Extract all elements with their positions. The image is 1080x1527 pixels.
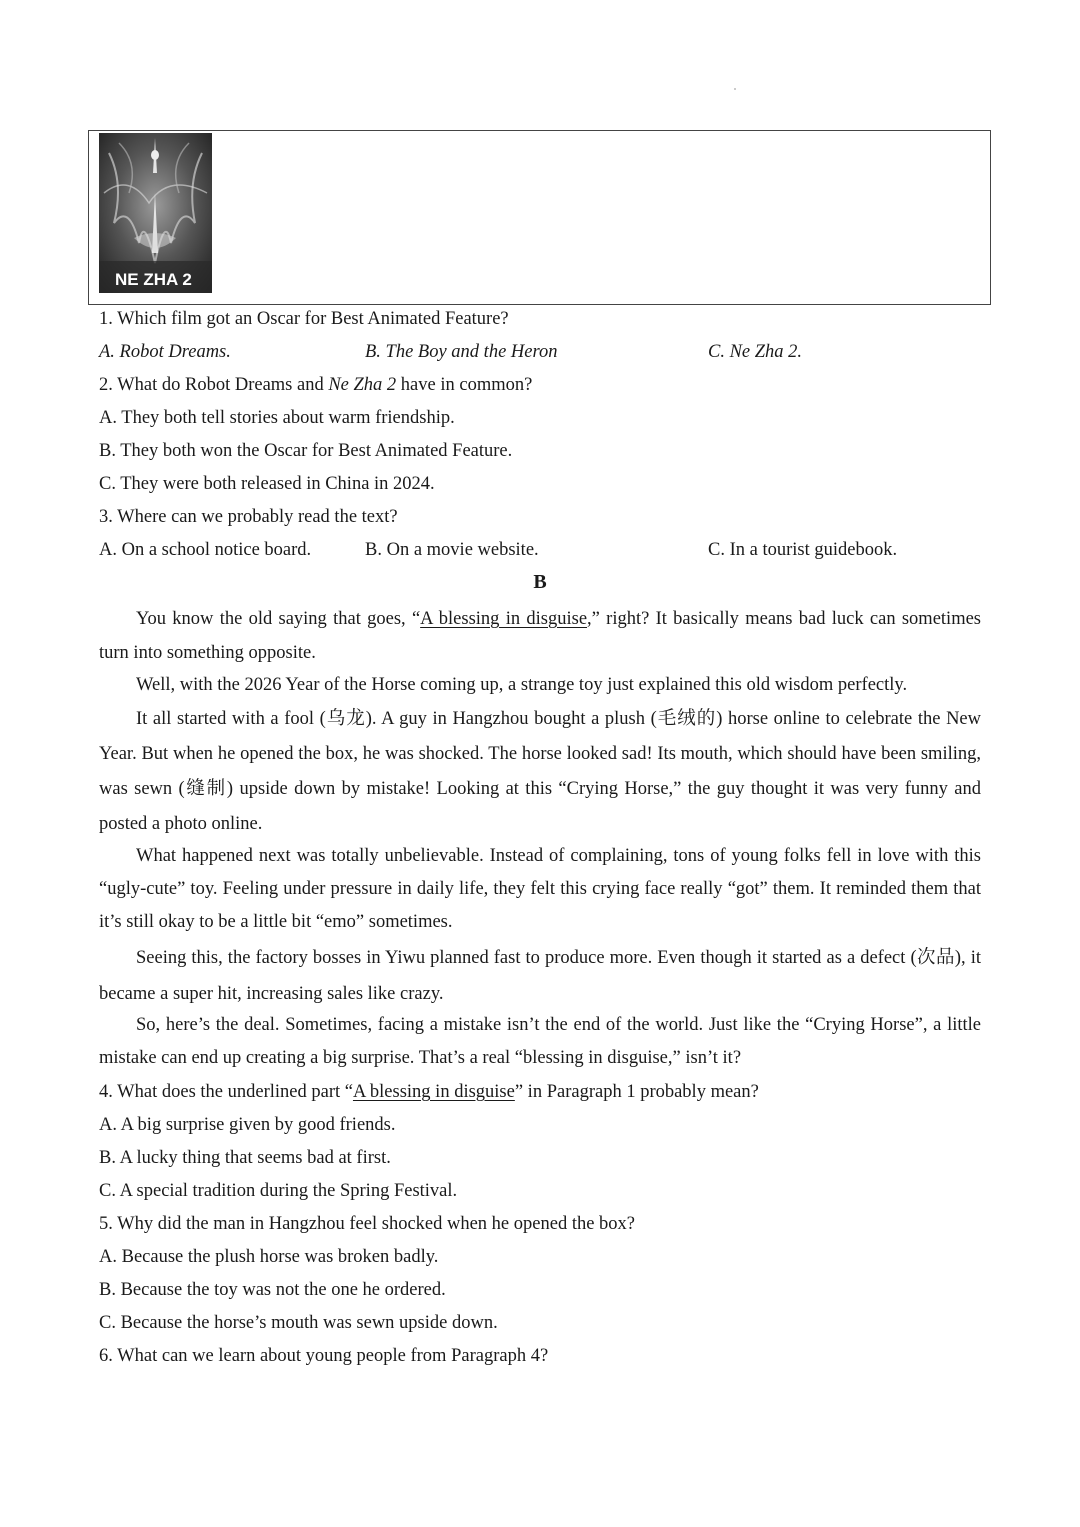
- p1-start: You know the old saying that goes, “: [136, 609, 421, 629]
- q2-question-end: have in common?: [396, 375, 533, 395]
- passage-paragraph-1: [99, 602, 981, 670]
- poster-title: NE ZHA 2: [115, 270, 192, 289]
- q4-option-c: C. A special tradition during the Spring Festival.: [99, 1181, 458, 1201]
- q2-film-title: Ne Zha 2: [328, 375, 397, 395]
- q4-option-a: A. A big surprise given by good friends.: [99, 1115, 396, 1135]
- q3-option-c: C. In a tourist guidebook.: [708, 540, 898, 560]
- passage-paragraph-2: Well, with the 2026 Year of the Horse coming up, a strange toy just explained this old wisdom perfectly.: [136, 675, 908, 695]
- ne-zha-2-poster: [99, 133, 212, 293]
- p1-underlined-phrase: A blessing in disguise: [420, 609, 588, 629]
- q4-question: [99, 1081, 759, 1103]
- scan-speck: [734, 88, 736, 90]
- q2-question: [99, 374, 532, 396]
- passage-paragraph-6: So, here’s the deal. Sometimes, facing a mistake isn’t the end of the world. Just like the “Crying Horse”, a little mistake can end up creating a big surprise. That’s a real “blessing in disguise,” isn’t it?: [99, 1015, 981, 1068]
- section-b-heading: B: [533, 571, 547, 593]
- passage-paragraph-3: It all started with a fool (乌龙). A guy in Hangzhou bought a plush (毛绒的) horse online to celebrate the New Year. But when he opened the box, he was shocked. The horse looked sad! Its mouth, which should have been smiling, was sewn (缝制) upside down by mistake! Looking at this “Crying Horse,” the guy thought it was very funny and posted a photo online.: [99, 709, 981, 834]
- q4-underlined-phrase: A blessing in disguise: [352, 1082, 515, 1102]
- q5-option-c: C. Because the horse’s mouth was sewn upside down.: [99, 1313, 498, 1333]
- q1-option-b: B. The Boy and the Heron: [365, 342, 558, 362]
- q1-question: 1. Which film got an Oscar for Best Animated Feature?: [99, 309, 509, 329]
- q5-question: 5. Why did the man in Hangzhou feel shocked when he opened the box?: [99, 1214, 636, 1234]
- q5-option-a: A. Because the plush horse was broken badly.: [99, 1247, 439, 1267]
- q2-question-start: 2. What do Robot Dreams and: [99, 375, 329, 395]
- q1-option-a: A. Robot Dreams.: [99, 342, 231, 362]
- q2-option-b: B. They both won the Oscar for Best Animated Feature.: [99, 441, 513, 461]
- q5-option-b: B. Because the toy was not the one he ordered.: [99, 1280, 446, 1300]
- q4-option-b: B. A lucky thing that seems bad at first.: [99, 1148, 391, 1168]
- q1-option-c: C. Ne Zha 2.: [708, 342, 803, 362]
- q4-question-end: ” in Paragraph 1 probably mean?: [514, 1082, 759, 1102]
- q3-option-a: A. On a school notice board.: [99, 540, 312, 560]
- q2-option-a: A. They both tell stories about warm friendship.: [99, 408, 455, 428]
- q3-question: 3. Where can we probably read the text?: [99, 507, 398, 527]
- q2-option-c: C. They were both released in China in 2024.: [99, 474, 435, 494]
- passage-paragraph-4: What happened next was totally unbelievable. Instead of complaining, tons of young folks fell in love with this “ugly-cute” toy. Feeling under pressure in daily life, they felt this crying face really “got” them. It reminded them that it’s still okay to be a little bit “emo” sometimes.: [99, 846, 981, 932]
- film-info-box: [88, 130, 991, 305]
- q4-question-start: 4. What does the underlined part “: [99, 1082, 353, 1102]
- p1-end: ,” right? It basically means bad luck can sometimes turn into something opposite.: [99, 609, 981, 663]
- q3-option-b: B. On a movie website.: [365, 540, 539, 560]
- passage-paragraph-5: Seeing this, the factory bosses in Yiwu planned fast to produce more. Even though it started as a defect (次品), it became a super hit, increasing sales like crazy.: [99, 948, 981, 1004]
- q6-question: 6. What can we learn about young people from Paragraph 4?: [99, 1346, 549, 1366]
